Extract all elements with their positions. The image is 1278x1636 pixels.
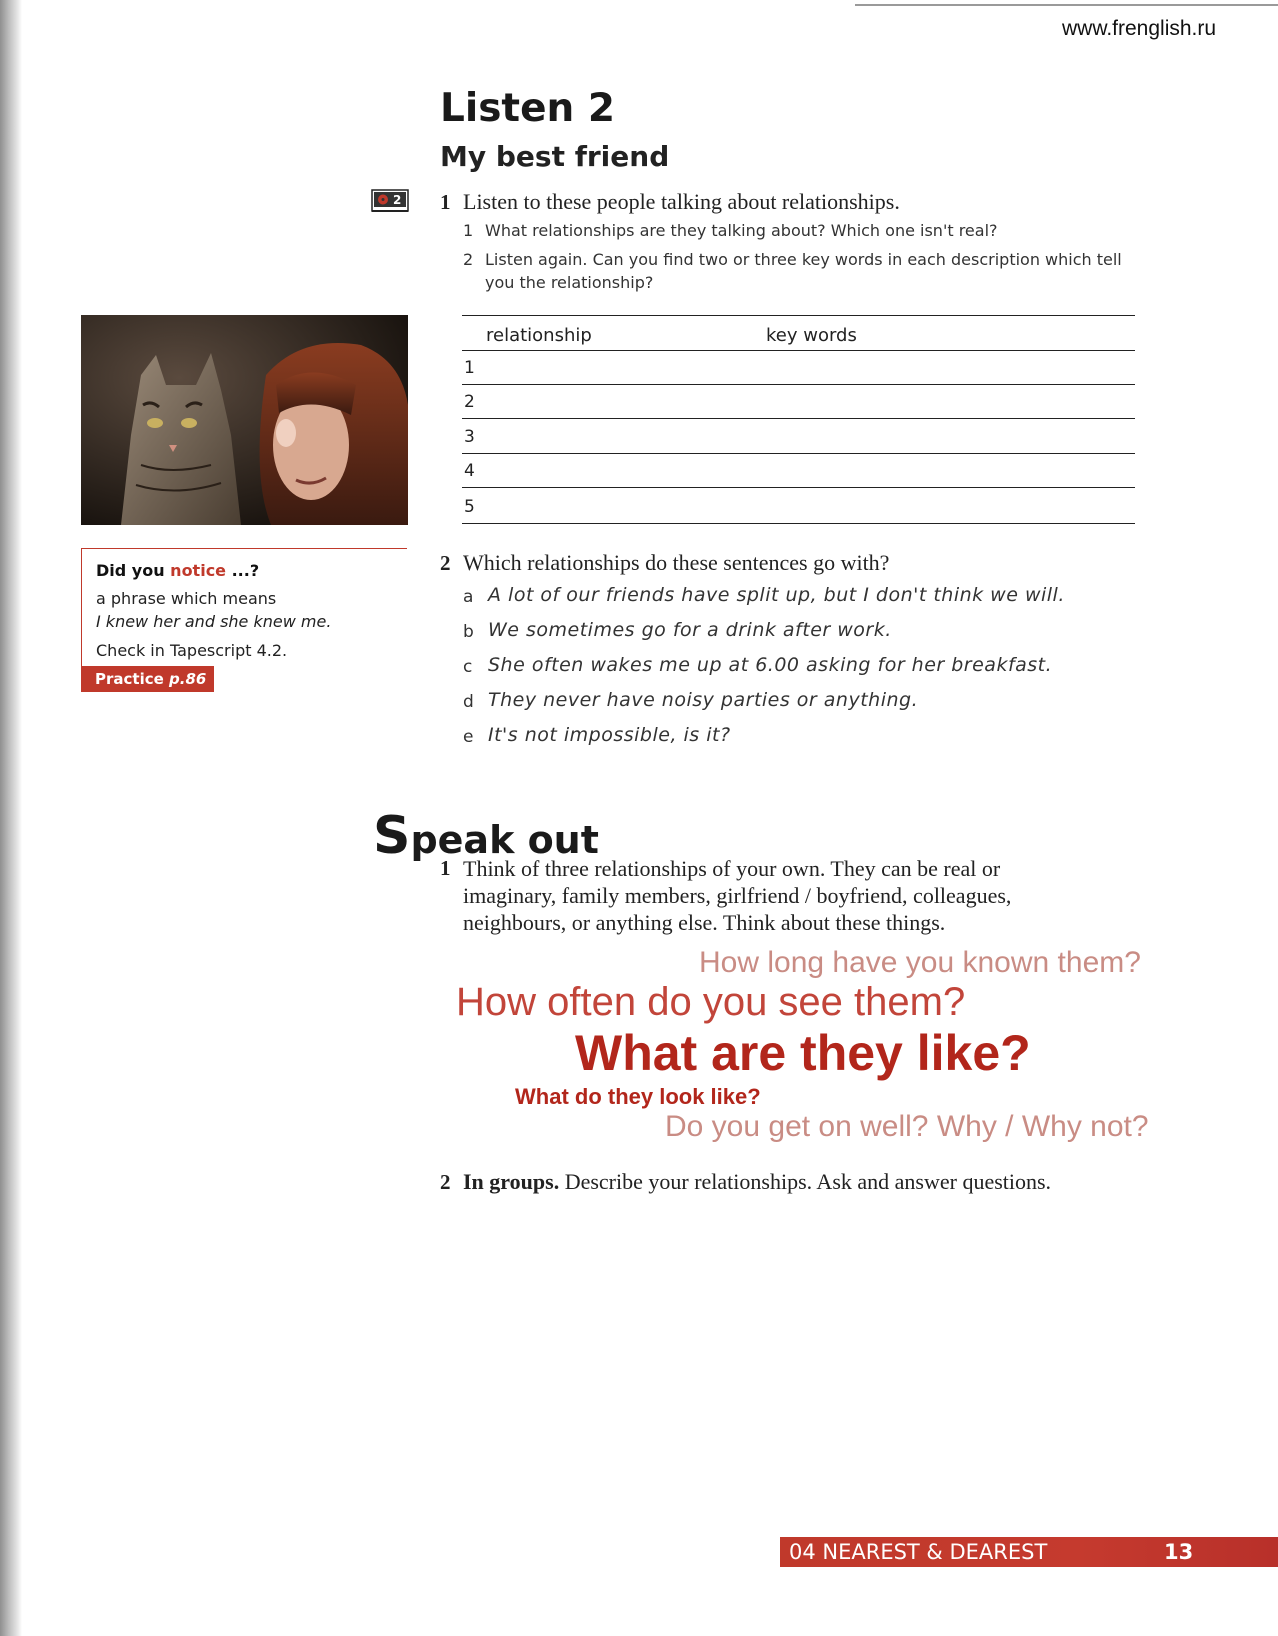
practice-link[interactable]: [81, 666, 214, 692]
audio-track-number: 2: [393, 193, 402, 207]
question-1-text: Listen to these people talking about relationships.: [463, 189, 900, 214]
question-2-number: 2: [440, 551, 451, 575]
notice-top-rule: [81, 548, 407, 549]
column-header-relationship: relationship: [486, 325, 592, 346]
notice-left-rule: [81, 548, 82, 676]
item-e-sentence: It's not impossible, is it?: [488, 724, 731, 746]
table-header-rule: [462, 350, 1135, 351]
notice-line-1: a phrase which means: [96, 589, 277, 608]
prompt-look-like: What do they look like?: [515, 1084, 761, 1109]
prompt-what-are-they-like: What are they like?: [575, 1025, 1031, 1081]
speak-question-2-text: [463, 1169, 1051, 1195]
speak-question-2-bold: In groups.: [463, 1169, 560, 1194]
table-row-line[interactable]: [462, 453, 1135, 454]
table-row-line[interactable]: [462, 523, 1135, 524]
page-number: 13: [1164, 1540, 1194, 1564]
table-row-number: 3: [464, 427, 475, 447]
section-title-listen: Listen 2: [440, 86, 616, 131]
practice-page: p.86: [169, 670, 207, 688]
site-url: www.frenglish.ru: [1062, 17, 1217, 40]
item-b-sentence: We sometimes go for a drink after work.: [488, 619, 892, 641]
prompt-how-often: How often do you see them?: [456, 980, 966, 1024]
question-2-text: Which relationships do these sentences go with?: [463, 550, 890, 575]
table-row-line[interactable]: [462, 384, 1135, 385]
item-c-sentence: She often wakes me up at 6.00 asking for her breakfast.: [488, 654, 1053, 676]
notice-title-post: ...?: [226, 561, 260, 580]
speak-question-2-rest: Describe your relationships. Ask and answer questions.: [559, 1169, 1052, 1194]
item-a-letter: a: [463, 587, 474, 607]
subquestion-1-number: 1: [463, 221, 474, 240]
subquestion-2-number: 2: [463, 250, 474, 269]
speak-question-1-number: 1: [440, 856, 451, 880]
did-you-notice-box: [81, 548, 407, 693]
notice-title-red: notice: [170, 561, 227, 580]
prompt-get-on-well: Do you get on well? Why / Why not?: [665, 1110, 1149, 1143]
item-b-letter: b: [463, 622, 474, 642]
section-subtitle: My best friend: [440, 140, 670, 173]
item-d-letter: d: [463, 692, 474, 712]
table-row-line[interactable]: [462, 487, 1135, 488]
item-e-letter: e: [463, 727, 474, 747]
speak-out-rest: peak out: [410, 818, 599, 862]
top-rule: [855, 4, 1278, 6]
table-row-number: 1: [464, 358, 475, 378]
notice-title: [96, 561, 259, 580]
table-row-line[interactable]: [462, 418, 1135, 419]
item-d-sentence: They never have noisy parties or anything.: [488, 689, 919, 711]
prompt-how-long: How long have you known them?: [699, 946, 1141, 979]
subquestion-1-text: What relationships are they talking about? Which one isn't real?: [485, 221, 998, 240]
notice-title-pre: Did you: [96, 561, 171, 580]
footer-bar: [780, 1537, 1278, 1567]
item-a-sentence: A lot of our friends have split up, but I don't think we will.: [488, 584, 1065, 606]
table-top-rule: [462, 315, 1135, 316]
table-row-number: 2: [464, 392, 475, 412]
table-row-number: 4: [464, 461, 475, 481]
notice-line-3: Check in Tapescript 4.2.: [96, 641, 288, 660]
item-c-letter: c: [463, 657, 473, 677]
table-row-number: 5: [464, 497, 475, 517]
notice-line-2: I knew her and she knew me.: [96, 612, 332, 631]
subquestion-2-text: Listen again. Can you find two or three key words in each description which tell you the relationship?: [485, 250, 1122, 292]
footer-section-title: 04 NEAREST & DEAREST: [789, 1540, 1048, 1564]
column-header-key-words: key words: [766, 325, 857, 346]
book-spine-shadow: [0, 0, 22, 1636]
question-1-number: 1: [440, 190, 451, 214]
speak-out-initial: S: [373, 806, 411, 866]
audio-track-icon[interactable]: [371, 189, 409, 213]
speak-question-2-number: 2: [440, 1170, 451, 1194]
practice-label: Practice: [95, 670, 170, 688]
photo-cat-and-girl: [81, 315, 408, 525]
speak-question-1-text: Think of three relationships of your own. They can be real or imaginary, family members, girlfriend / boyfriend, colleagues, neighbours, or anything else. Think about these things.: [463, 856, 1012, 935]
